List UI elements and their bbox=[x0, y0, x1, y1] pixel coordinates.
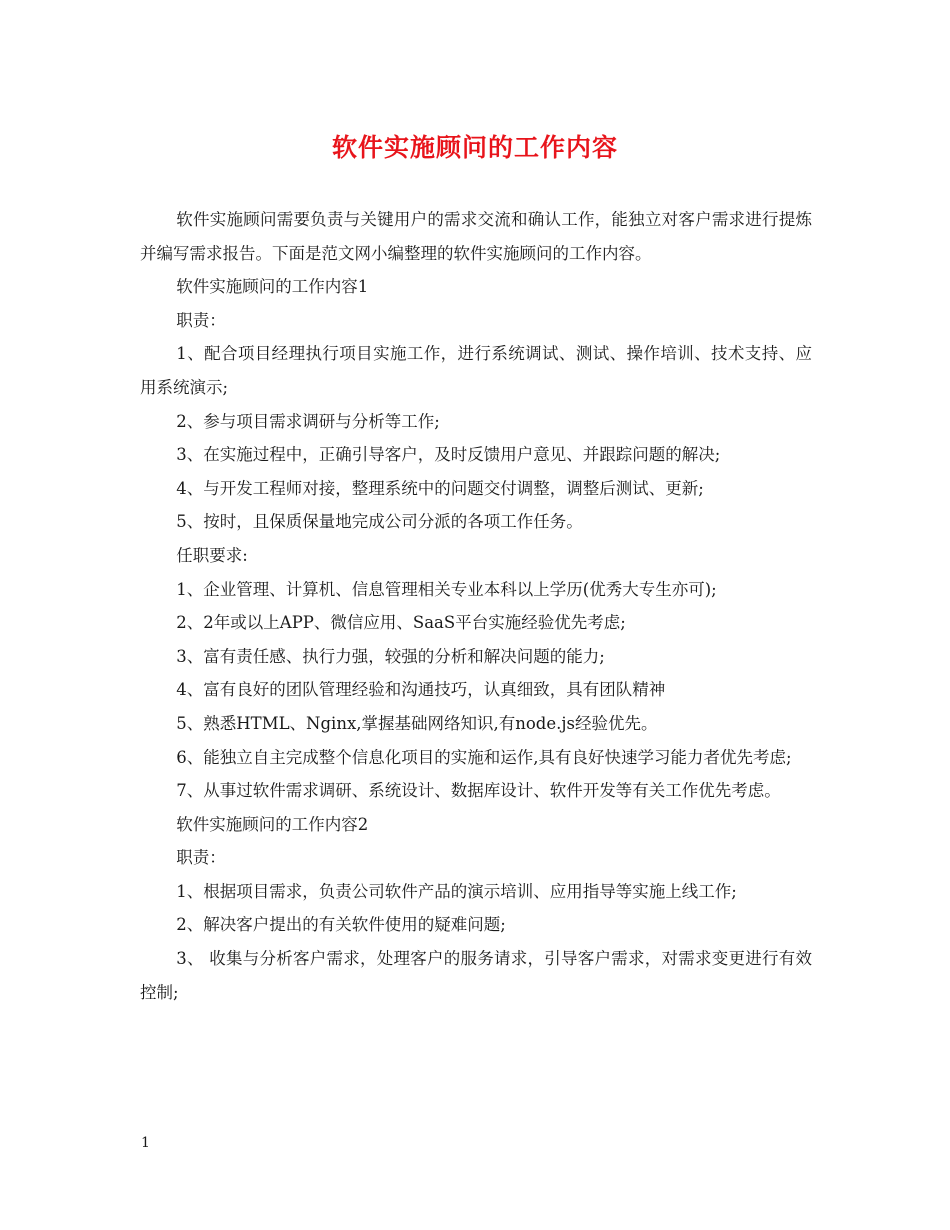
section-heading-2: 软件实施顾问的工作内容2 bbox=[176, 814, 369, 834]
requirement-item: 7、从事过软件需求调研、系统设计、数据库设计、软件开发等有关工作优先考虑。 bbox=[176, 781, 781, 801]
requirement-item: 2、2年或以上APP、微信应用、SaaS平台实施经验优先考虑; bbox=[176, 613, 626, 633]
duties-label-2: 职责： bbox=[176, 848, 226, 868]
duty-item: 4、与开发工程师对接，整理系统中的问题交付调整，调整后测试、更新; bbox=[176, 478, 704, 498]
duty-item: 3、 收集与分析客户需求，处理客户的服务请求，引导客户需求，对需求变更进行有效控制; bbox=[140, 949, 812, 1002]
intro-paragraph: 软件实施顾问需要负责与关键用户的需求交流和确认工作，能独立对客户需求进行提炼并编写需求报告。下面是范文网小编整理的软件实施顾问的工作内容。 bbox=[140, 210, 812, 263]
duties-label-1: 职责： bbox=[176, 310, 226, 330]
duty-item: 1、配合项目经理执行项目实施工作，进行系统调试、测试、操作培训、技术支持、应用系统演示; bbox=[140, 344, 812, 397]
duty-item: 3、在实施过程中，正确引导客户，及时反馈用户意见、并跟踪问题的解决; bbox=[176, 445, 721, 465]
requirement-item: 4、富有良好的团队管理经验和沟通技巧，认真细致，具有团队精神 bbox=[176, 680, 666, 700]
page-number: 1 bbox=[141, 1135, 150, 1151]
requirements-label: 任职要求: bbox=[176, 545, 248, 565]
duty-item: 2、参与项目需求调研与分析等工作; bbox=[176, 411, 440, 431]
document-title: 软件实施顾问的工作内容 bbox=[331, 133, 618, 162]
document-body bbox=[140, 203, 812, 1009]
requirement-item: 3、富有责任感、执行力强，较强的分析和解决问题的能力; bbox=[176, 646, 605, 666]
duty-item: 5、按时，且保质保量地完成公司分派的各项工作任务。 bbox=[176, 512, 583, 532]
requirement-item: 5、熟悉HTML、Nginx,掌握基础网络知识,有node.js经验优先。 bbox=[176, 713, 658, 733]
section-heading-1: 软件实施顾问的工作内容1 bbox=[176, 277, 369, 297]
requirement-item: 6、能独立自主完成整个信息化项目的实施和运作,具有良好快速学习能力者优先考虑; bbox=[176, 747, 792, 767]
requirement-item: 1、企业管理、计算机、信息管理相关专业本科以上学历(优秀大专生亦可); bbox=[176, 579, 717, 599]
duty-item: 2、解决客户提出的有关软件使用的疑难问题; bbox=[176, 915, 506, 935]
duty-item: 1、根据项目需求，负责公司软件产品的演示培训、应用指导等实施上线工作; bbox=[176, 881, 737, 901]
